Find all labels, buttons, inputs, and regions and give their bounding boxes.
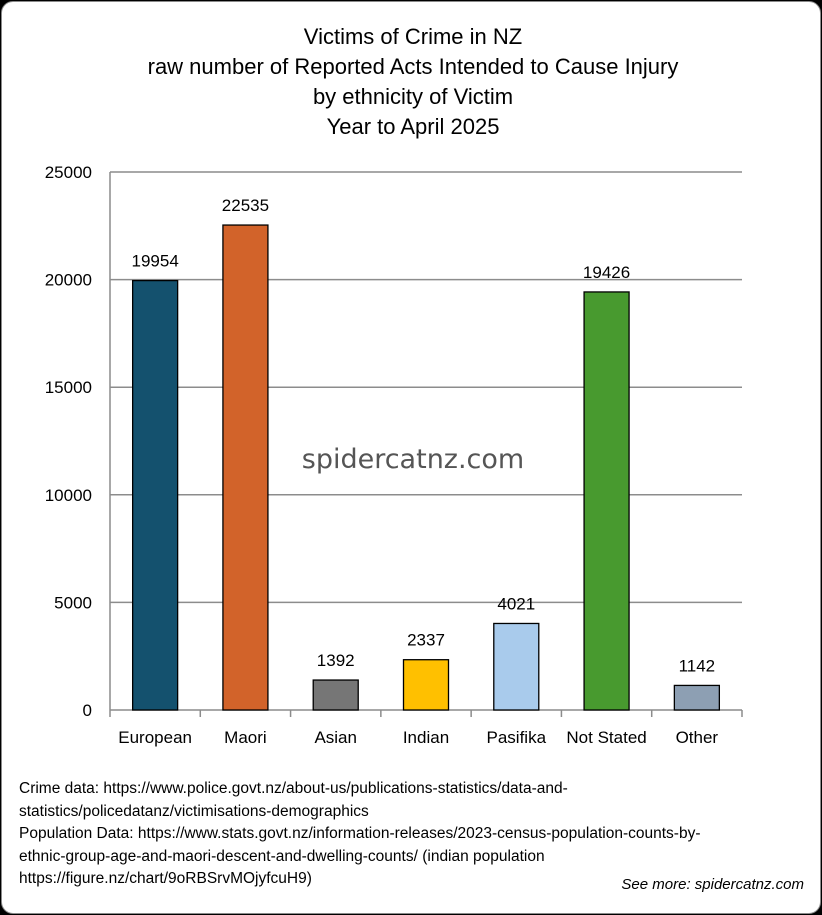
see-more-credit: See more: spidercatnz.com: [621, 876, 804, 893]
x-tick-label: European: [118, 728, 193, 747]
bar-chart: [2, 2, 821, 772]
data-label: 1142: [678, 656, 716, 676]
footer-line-1: Crime data: https://www.police.govt.nz/about-us/publications-statistics/data-and-: [19, 780, 568, 797]
data-label: 1392: [316, 651, 355, 671]
title-line-3: by ethnicity of Victim: [312, 84, 514, 109]
footer-line-2: statistics/policedatanz/victimisations-demographics: [19, 802, 369, 820]
x-tick-label: Asian: [314, 728, 357, 747]
data-label: 19426: [582, 262, 631, 282]
y-tick-label: 20000: [44, 270, 92, 290]
footer-sources: [19, 778, 819, 891]
bar-pasifika: [494, 623, 539, 710]
bar-other: [674, 685, 719, 710]
watermark: spidercatnz.com: [301, 444, 525, 475]
x-tick-label: Indian: [402, 728, 450, 747]
data-label: 22535: [221, 196, 270, 216]
footer-line-3: Population Data: https://www.stats.govt.nz/information-releases/2023-census-population-counts-by-: [19, 825, 701, 842]
x-tick-label: Other: [675, 728, 719, 747]
x-tick-label: Not Stated: [566, 728, 647, 747]
bar-maori: [223, 225, 268, 710]
y-tick-label: 25000: [44, 163, 92, 182]
y-tick-label: 10000: [44, 485, 92, 505]
title-line-1: Victims of Crime in NZ: [303, 24, 523, 49]
title-line-2: raw number of Reported Acts Intended to Cause Injury: [147, 54, 679, 79]
x-tick-label: Maori: [224, 728, 267, 747]
bar-not-stated: [584, 292, 629, 710]
bar-european: [133, 281, 178, 710]
data-label: 4021: [497, 594, 536, 614]
chart-card: [1, 1, 821, 914]
x-tick-label: Pasifika: [486, 728, 547, 747]
title-line-4: Year to April 2025: [326, 114, 500, 139]
footer-line-5: https://figure.nz/chart/9oRBSrvMOjyfcuH9): [19, 870, 312, 887]
bar-asian: [313, 680, 358, 710]
y-tick-label: 5000: [54, 593, 92, 613]
data-label: 2337: [407, 630, 445, 650]
data-label: 19954: [131, 251, 179, 271]
y-tick-label: 0: [82, 701, 92, 720]
footer-line-4: ethnic-group-age-and-maori-descent-and-dwelling-counts/ (indian population: [19, 847, 545, 865]
y-tick-label: 15000: [44, 378, 92, 398]
bar-indian: [404, 660, 449, 710]
